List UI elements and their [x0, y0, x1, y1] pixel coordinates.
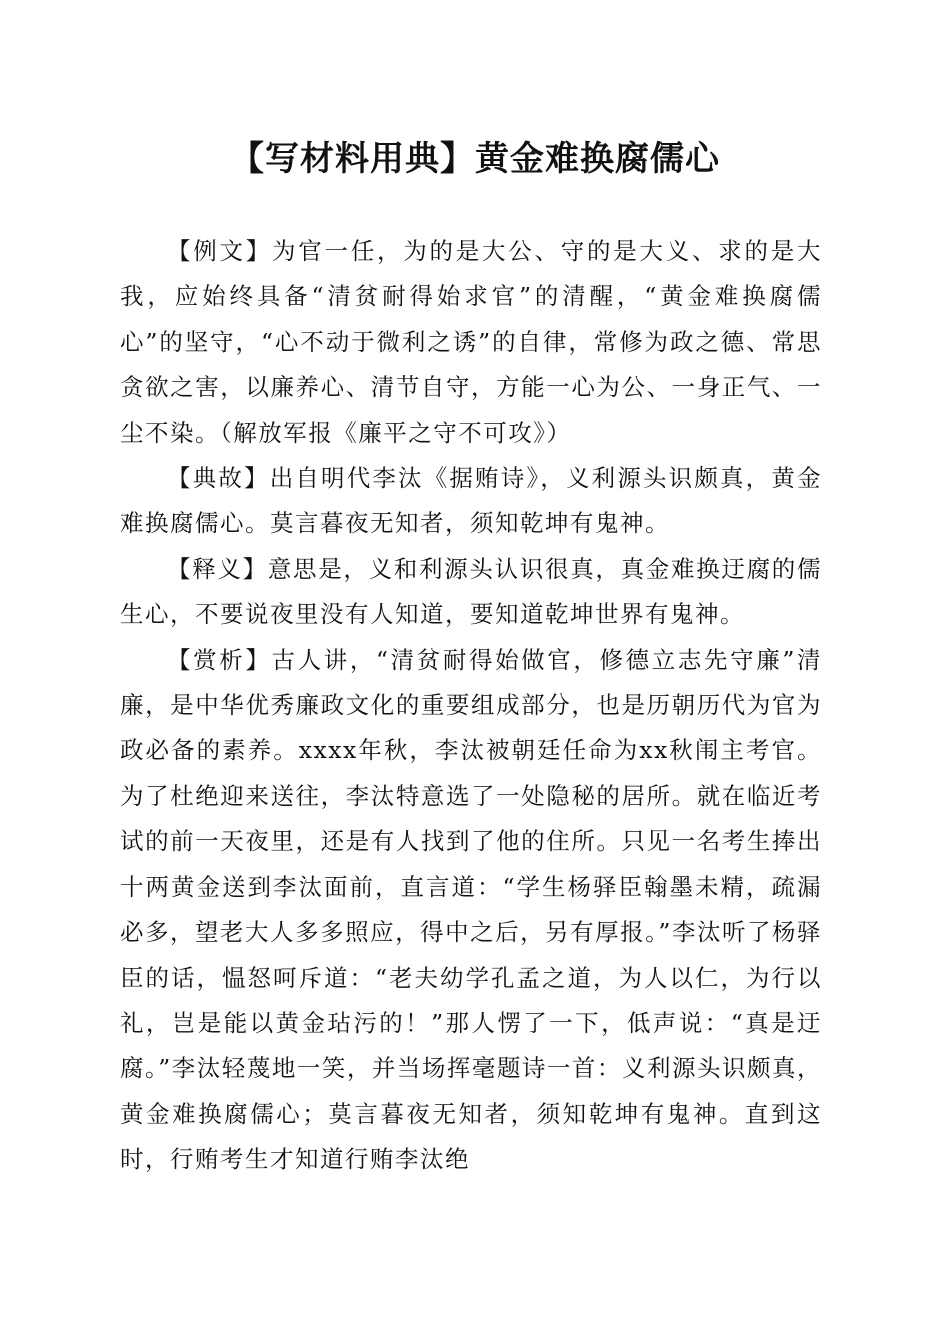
paragraph-label: 【例文】 [167, 237, 272, 265]
paragraph-example [120, 229, 822, 456]
paragraph-text: 古人讲，“清贫耐得始做官，修德立志先守廉”清廉，是中华优秀廉政文化的重要组成部分，也是历朝历代为官为政必备的素养。xxxx年秋，李汰被朝廷任命为xx秋闱主考官。为了杜绝迎来送往，李汰特意选了一处隐秘的居所。就在临近考试的前一天夜里，还是有人找到了他的住所。只见一名考生捧出十两黄金送到李汰面前，直言道：“学生杨驿臣翰墨未精，疏漏必多，望老大人多多照应，得中之后，另有厚报。”李汰听了杨驿臣的话，愠怒呵斥道：“老夫幼学孔孟之道，为人以仁，为行以礼，岂是能以黄金玷污的！”那人愣了一下，低声说：“真是迂腐。”李汰轻蔑地一笑，并当场挥毫题诗一首：义利源头识颇真，黄金难换腐儒心；莫言暮夜无知者，须知乾坤有鬼神。直到这时，行贿考生才知道行贿李汰绝 [120, 645, 823, 1174]
paragraph-meaning [120, 547, 822, 638]
paragraph-allusion [120, 456, 822, 547]
page-title: 【写材料用典】黄金难换腐儒心 [230, 139, 720, 179]
document-body [120, 229, 822, 1183]
paragraph-text: 意思是，义和利源头认识很真，真金难换迂腐的儒生心，不要说夜里没有人知道，要知道乾坤世界有鬼神。 [120, 554, 823, 629]
paragraph-label: 【释义】 [167, 554, 268, 583]
paragraph-label: 【赏析】 [167, 645, 272, 674]
paragraph-text: 出自明代李汰《据贿诗》，义利源头识颇真，黄金难换腐儒心。莫言暮夜无知者，须知乾坤有鬼神。 [120, 464, 823, 538]
paragraph-label: 【典故】 [167, 464, 270, 493]
paragraph-analysis [120, 638, 822, 1183]
paragraph-text: 为官一任，为的是大公、守的是大义、求的是大我，应始终具备“清贫耐得始求官”的清醒，“黄金难换腐儒心”的坚守，“心不动于微利之诱”的自律，常修为政之德、常思贪欲之害，以廉养心、清节自守，方能一心为公、一身正气、一尘不染。（解放军报《廉平之守不可攻》） [120, 237, 822, 447]
